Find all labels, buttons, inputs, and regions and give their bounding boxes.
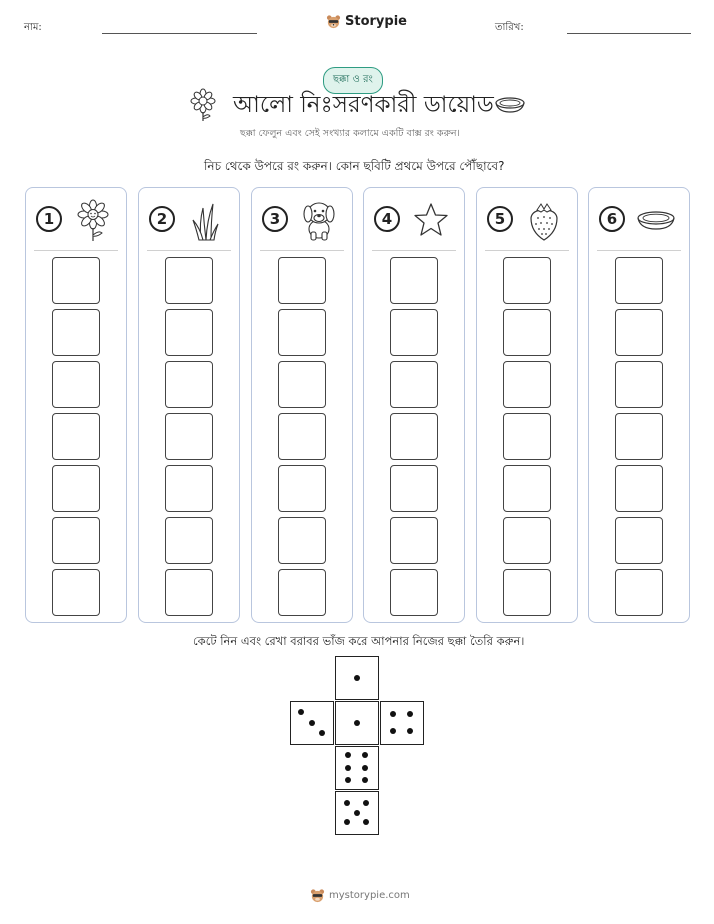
color-box[interactable] [390,361,438,408]
die-face [335,791,379,835]
page-title: আলো নিঃসরণকারী ডায়োড [233,92,494,118]
color-box[interactable] [165,517,213,564]
color-box[interactable] [503,309,551,356]
color-box[interactable] [165,569,213,616]
bear-face-icon [326,14,341,29]
bowl-icon [635,198,677,242]
column-divider [485,250,569,251]
color-box[interactable] [52,361,100,408]
die-face [335,656,379,700]
name-line[interactable] [102,33,257,34]
color-box[interactable] [390,465,438,512]
color-box[interactable] [165,257,213,304]
color-box[interactable] [278,413,326,460]
color-box[interactable] [278,361,326,408]
footer [310,888,410,903]
color-box[interactable] [503,257,551,304]
color-box[interactable] [503,569,551,616]
die-pip [354,675,360,681]
color-box[interactable] [52,257,100,304]
color-box[interactable] [52,569,100,616]
color-box[interactable] [165,465,213,512]
column-number: 2 [149,206,175,232]
color-box[interactable] [52,413,100,460]
color-box[interactable] [615,569,663,616]
color-box[interactable] [503,361,551,408]
date-line[interactable] [567,33,691,34]
color-box[interactable] [615,465,663,512]
die-pip [345,752,351,758]
die-pip [354,720,360,726]
color-box[interactable] [615,309,663,356]
color-box[interactable] [615,413,663,460]
badge-dice-and-color: ছক্কা ও রং [323,67,383,94]
column-divider [147,250,231,251]
column-divider [260,250,344,251]
die-pip [390,711,396,717]
die-pip [362,765,368,771]
bear-face-icon [310,888,325,903]
die-pip [407,728,413,734]
color-box[interactable] [278,517,326,564]
die-pip [344,819,350,825]
die-pip [390,728,396,734]
die-pip [362,777,368,783]
die-pip [345,765,351,771]
column-number: 5 [487,206,513,232]
color-box[interactable] [390,413,438,460]
color-box[interactable] [390,257,438,304]
color-box[interactable] [278,465,326,512]
page-subtitle: ছক্কা ফেলুন এবং সেই সংখ্যার কলামে একটি বাক্স রং করুন। [240,128,460,139]
flower-icon [188,88,218,122]
column-divider [34,250,118,251]
color-box[interactable] [278,257,326,304]
color-box[interactable] [165,309,213,356]
color-box[interactable] [615,361,663,408]
grass-icon [185,198,227,242]
column-number: 1 [36,206,62,232]
column-number: 3 [262,206,288,232]
date-label: তারিখ: [495,22,524,33]
color-box[interactable] [503,517,551,564]
color-box[interactable] [165,361,213,408]
die-pip [363,800,369,806]
puppy-icon [298,198,340,242]
color-box[interactable] [503,465,551,512]
die-pip [344,800,350,806]
die-pip [298,709,304,715]
color-box[interactable] [52,309,100,356]
flower-icon [72,198,114,242]
column-3 [251,187,353,623]
color-box[interactable] [615,517,663,564]
color-box[interactable] [278,309,326,356]
column-divider [597,250,681,251]
column-6 [588,187,690,623]
brand-name: Storypie [345,14,407,29]
column-number: 6 [599,206,625,232]
color-box[interactable] [615,257,663,304]
column-5 [476,187,578,623]
color-box[interactable] [278,569,326,616]
column-2 [138,187,240,623]
die-pip [345,777,351,783]
die-face [335,701,379,745]
bowl-icon [494,95,526,115]
color-box[interactable] [52,465,100,512]
die-pip [319,730,325,736]
color-box[interactable] [52,517,100,564]
instruction-text: নিচ থেকে উপরে রং করুন। কোন ছবিটি প্রথমে উপরে পৌঁছাবে? [204,159,505,173]
strawberry-icon [523,198,565,242]
die-pip [362,752,368,758]
footer-url[interactable]: mystorypie.com [329,890,410,901]
color-box[interactable] [390,569,438,616]
die-pip [354,810,360,816]
star-icon [410,198,452,242]
column-divider [372,250,456,251]
color-box[interactable] [390,517,438,564]
die-face [380,701,424,745]
column-1 [25,187,127,623]
column-4 [363,187,465,623]
brand-logo [326,14,407,29]
color-box[interactable] [165,413,213,460]
die-face [335,746,379,790]
column-number: 4 [374,206,400,232]
cut-instruction: কেটে নিন এবং রেখা বরাবর ভাঁজ করে আপনার নিজের ছক্কা তৈরি করুন। [193,634,525,648]
die-face [290,701,334,745]
name-label: নাম: [24,22,42,33]
color-box[interactable] [503,413,551,460]
die-pip [363,819,369,825]
die-pip [407,711,413,717]
color-box[interactable] [390,309,438,356]
die-pip [309,720,315,726]
